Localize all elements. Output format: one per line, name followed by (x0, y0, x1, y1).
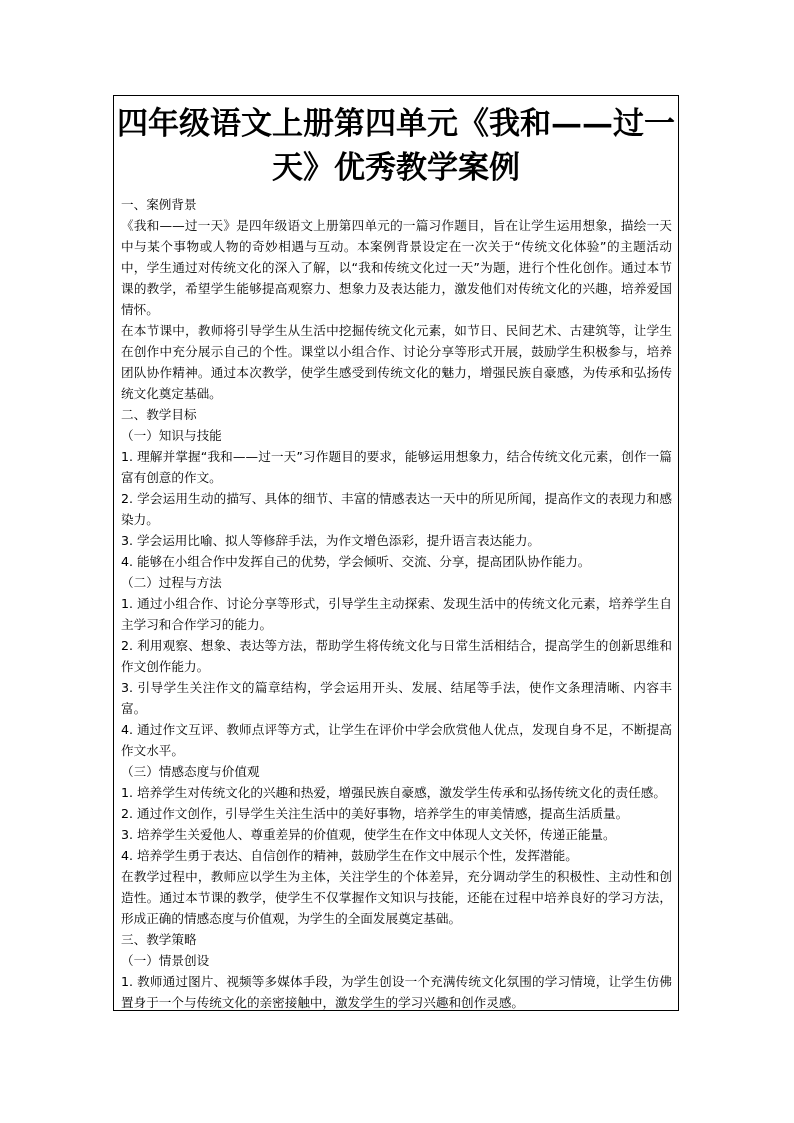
paragraph: 《我和——过一天》是四年级语文上册第四单元的一篇习作题目，旨在让学生运用想象，描绘一天中与某个事物或人物的奇妙相遇与互动。本案例背景设定在一次关于“传统文化体验”的主题活动中，学生通过对传统文化的深入了解，以“我和传统文化过一天”为题，进行个性化创作。通过本节课的教学，希望学生能够提高观察力、想象力及表达能力，激发他们对传统文化的兴趣，培养爱国情怀。 (121, 218, 672, 317)
document-title (114, 102, 678, 190)
paragraph: 3. 学会运用比喻、拟人等修辞手法，为作文增色添彩，提升语言表达能力。 (121, 533, 541, 548)
title-line-2: 天》优秀教学案例 (272, 150, 520, 186)
paragraph: 1. 教师通过图片、视频等多媒体手段，为学生创设一个充满传统文化氛围的学习情境，让学生仿佛置身于一个与传统文化的亲密接触中，激发学生的学习兴趣和创作灵感。 (121, 974, 672, 1010)
paragraph: 1. 培养学生对传统文化的兴趣和热爱，增强民族自豪感，激发学生传承和弘扬传统文化的责任感。 (121, 785, 666, 800)
subsection-heading: （一）情景创设 (121, 953, 210, 968)
paragraph: 2. 利用观察、想象、表达等方法，帮助学生将传统文化与日常生活相结合，提高学生的创新思维和作文创作能力。 (121, 638, 672, 674)
title-line-1: 四年级语文上册第四单元《我和——过一 (117, 106, 675, 142)
subsection-heading: （二）过程与方法 (121, 575, 222, 590)
paragraph: 3. 培养学生关爱他人、尊重差异的价值观，使学生在作文中体现人文关怀，传递正能量。 (121, 827, 616, 842)
section-heading: 一、案例背景 (121, 197, 197, 212)
document-table-cell (113, 95, 679, 1011)
paragraph: 4. 通过作文互评、教师点评等方式，让学生在评价中学会欣赏他人优点，发现自身不足，不断提高作文水平。 (121, 722, 672, 758)
paragraph: 1. 理解并掌握“我和——过一天”习作题目的要求，能够运用想象力，结合传统文化元素，创作一篇富有创意的作文。 (121, 449, 672, 485)
paragraph: 4. 能够在小组合作中发挥自己的优势，学会倾听、交流、分享，提高团队协作能力。 (121, 554, 591, 569)
paragraph: 2. 通过作文创作，引导学生关注生活中的美好事物，培养学生的审美情感，提高生活质量。 (121, 806, 629, 821)
subsection-heading: （一）知识与技能 (121, 428, 222, 443)
paragraph: 2. 学会运用生动的描写、具体的细节、丰富的情感表达一天中的所见所闻，提高作文的表现力和感染力。 (121, 491, 672, 527)
paragraph: 在本节课中，教师将引导学生从生活中挖掘传统文化元素，如节日、民间艺术、古建筑等，让学生在创作中充分展示自己的个性。课堂以小组合作、讨论分享等形式开展，鼓励学生积极参与，培养团队协作精神。通过本次教学，使学生感受到传统文化的魅力，增强民族自豪感，为传承和弘扬传统文化奠定基础。 (121, 323, 672, 401)
subsection-heading: （三）情感态度与价值观 (121, 764, 260, 779)
section-heading: 二、教学目标 (121, 407, 197, 422)
paragraph: 3. 引导学生关注作文的篇章结构，学会运用开头、发展、结尾等手法，使作文条理清晰、内容丰富。 (121, 680, 672, 716)
section-heading: 三、教学策略 (121, 932, 197, 947)
document-body (114, 194, 678, 1011)
paragraph: 1. 通过小组合作、讨论分享等形式，引导学生主动探索、发现生活中的传统文化元素，培养学生自主学习和合作学习的能力。 (121, 596, 672, 632)
paragraph: 4. 培养学生勇于表达、自信创作的精神，鼓励学生在作文中展示个性，发挥潜能。 (121, 848, 578, 863)
paragraph: 在教学过程中，教师应以学生为主体，关注学生的个体差异，充分调动学生的积极性、主动性和创造性。通过本节课的教学，使学生不仅掌握作文知识与技能，还能在过程中培养良好的学习方法，形成正确的情感态度与价值观，为学生的全面发展奠定基础。 (121, 869, 672, 926)
